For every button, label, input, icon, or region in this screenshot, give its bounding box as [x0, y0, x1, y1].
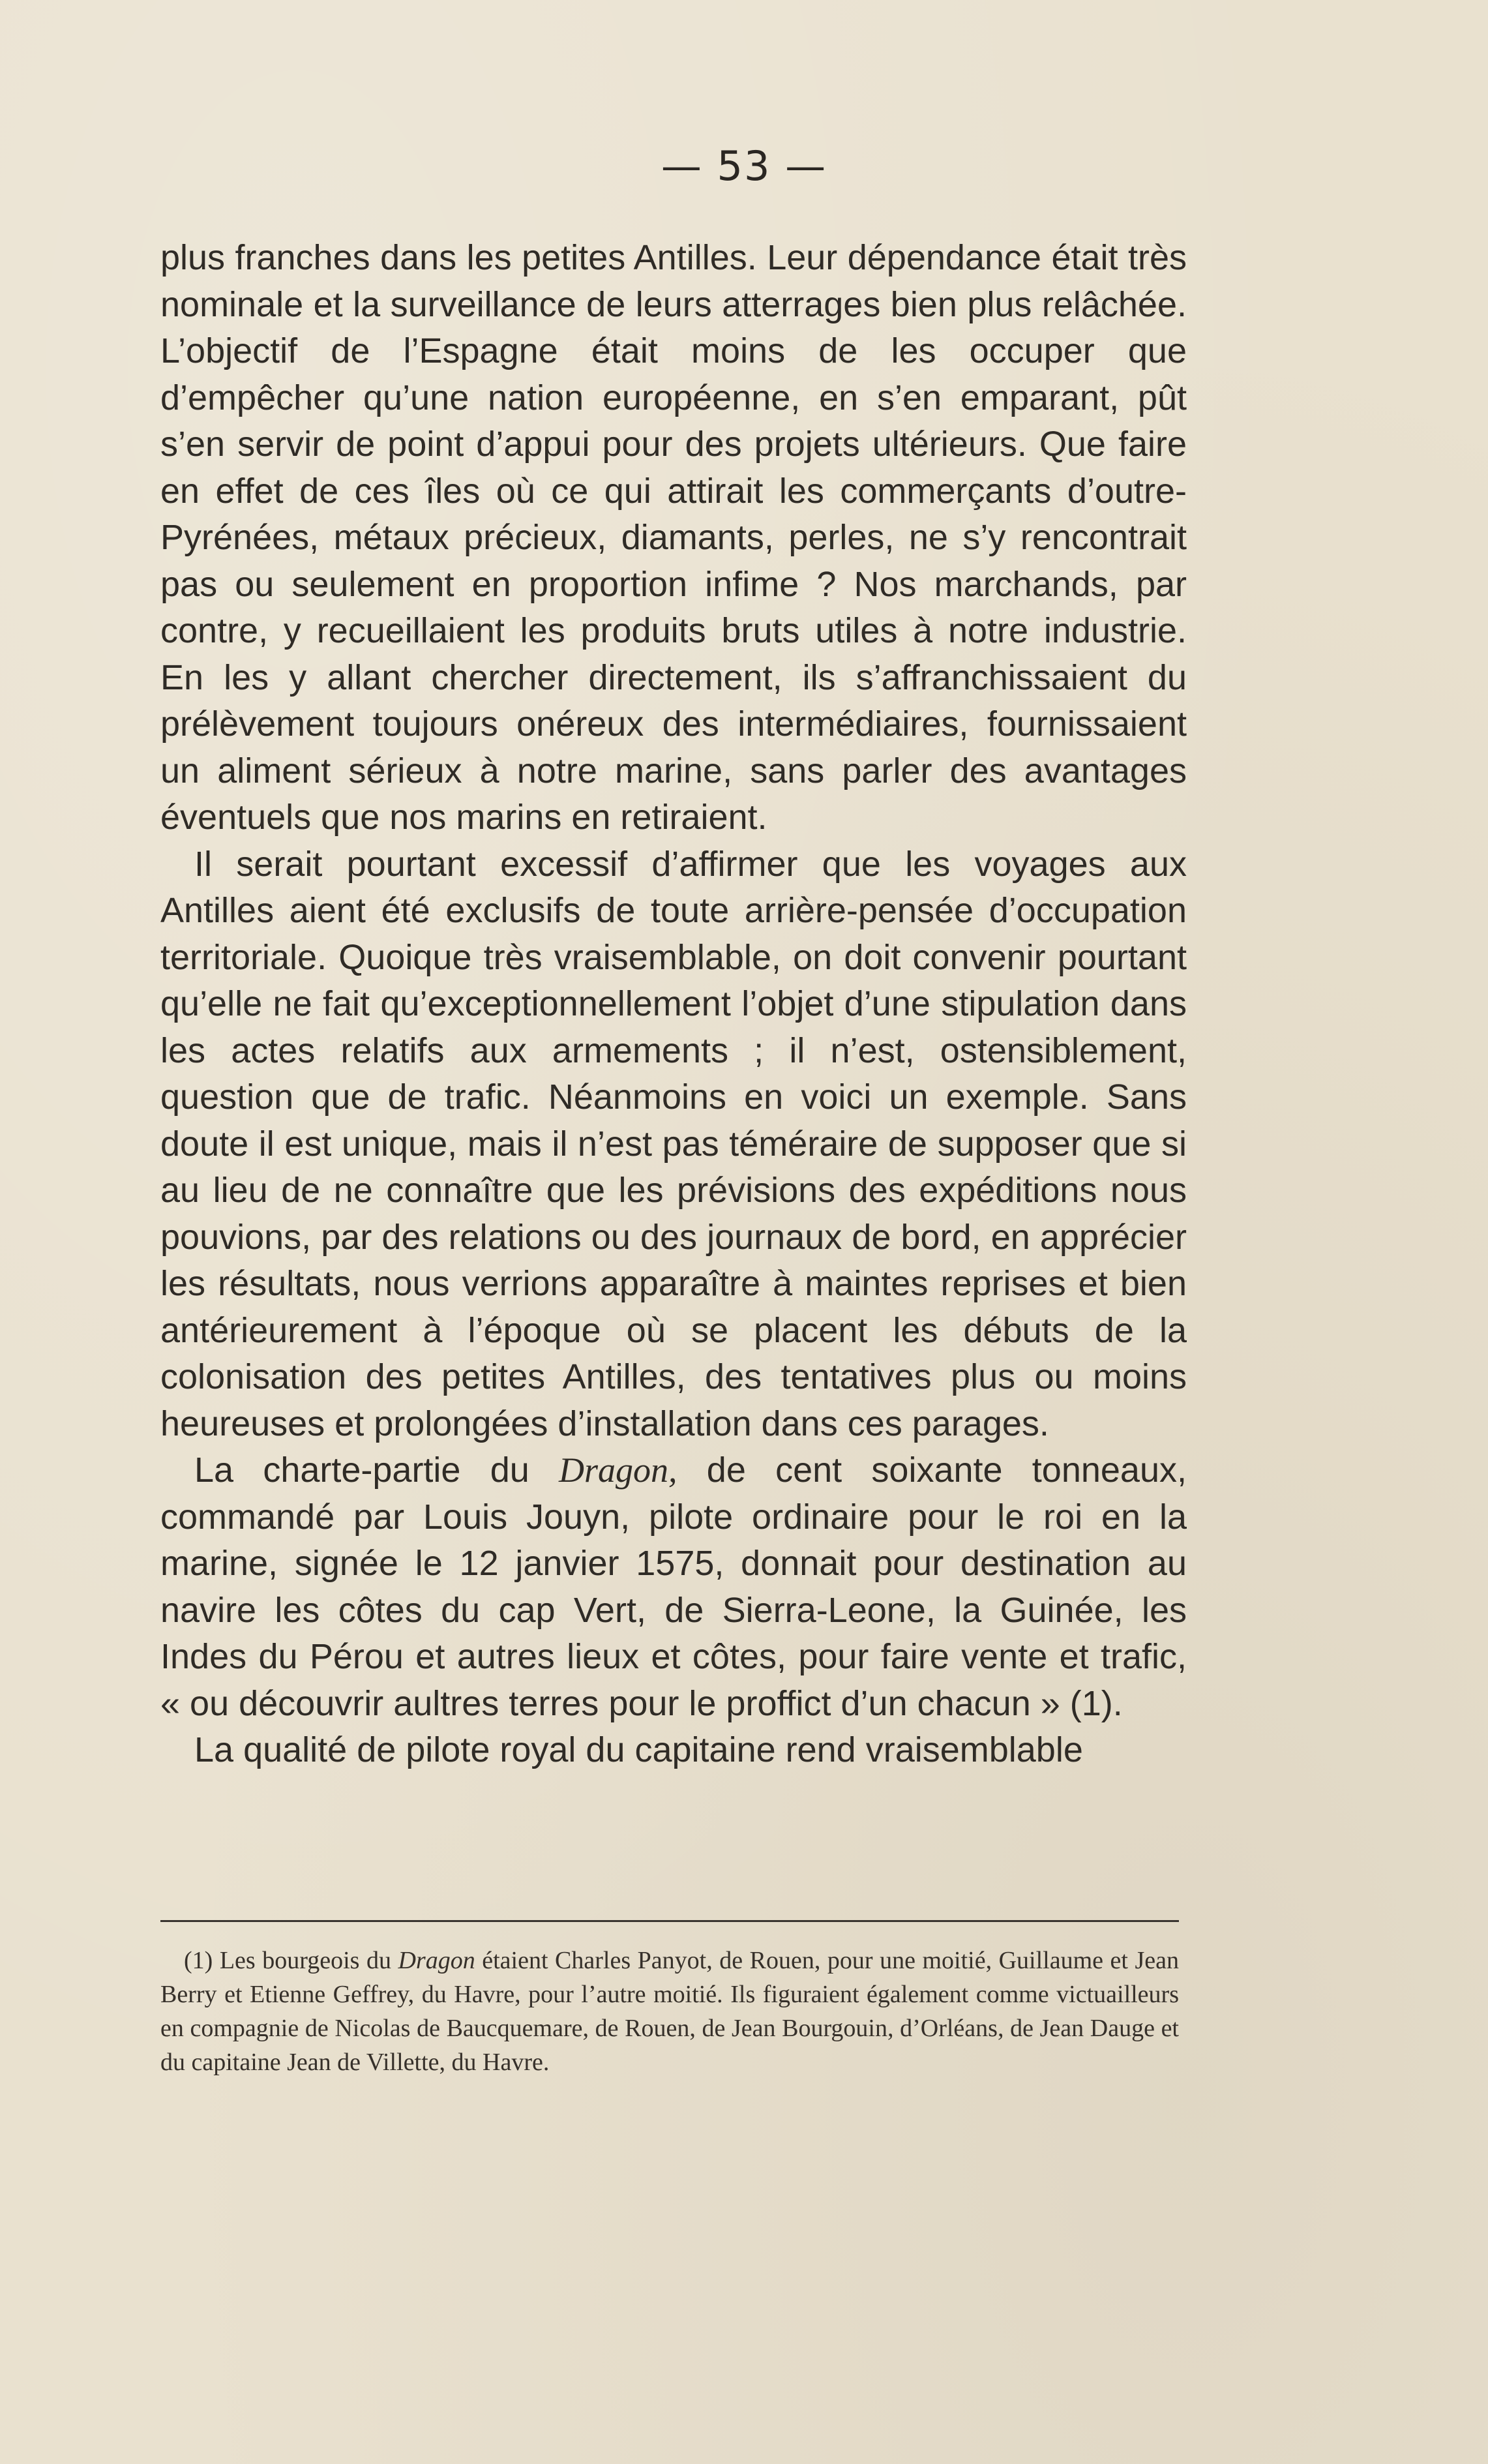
paragraph-1: plus franches dans les petites Antilles. Leur dépendance était très nominale et la surveillance de leurs atterrages bien plus relâchée. L’objectif de l’Espagne était moins de les occuper que d’empêcher qu’une nation européenne, en s’en emparant, pût s’en servir de point d’appui pour des projets ultérieurs. Que faire en effet de ces îles où ce qui attirait les commerçants d’outre-Pyrénées, métaux précieux, diamants, perles, ne s’y rencontrait pas ou seulement en proportion infime ? Nos marchands, par contre, y recueillaient les produits bruts utiles à notre industrie. En les y allant chercher directement, ils s’affranchissaient du prélèvement toujours onéreux des intermédiaires, fournissaient un aliment sérieux à notre marine, sans parler des avantages éventuels que nos marins en retiraient.	[160, 238, 1187, 837]
footnote	[160, 1944, 1179, 2079]
footnote-divider	[160, 1920, 1179, 1922]
main-text	[160, 235, 1187, 1774]
paragraph-3-intro: La charte-partie du	[194, 1450, 559, 1490]
footnote-intro: (1) Les bourgeois du	[184, 1947, 398, 1974]
paragraph-3	[160, 1447, 1187, 1727]
ship-name: Dragon,	[559, 1450, 677, 1490]
footnote-rest: étaient Charles Panyot, de Rouen, pour une moitié, Guillaume et Jean Berry et Etienne Geffrey, du Havre, pour l’autre moitié. Ils figuraient également comme victuailleurs en compagnie de Nicolas de Baucquemare, de Rouen, de Jean Bourgouin, d’Orléans, de Jean Dauge et du capitaine Jean de Villette, du Havre.	[160, 1947, 1180, 2076]
page-number: — 53 —	[661, 142, 827, 190]
paragraph-3-rest: de cent soixante tonneaux, commandé par Louis Jouyn, pilote ordinaire pour le roi en la marine, signée le 12 janvier 1575, donnait pour destination au navire les côtes du cap Vert, de Sierra-Leone, la Guinée, les Indes du Pérou et autres lieux et côtes, pour faire vente et trafic, « ou découvrir aultres terres pour le proffict d’un chacun » (1).	[160, 1450, 1187, 1723]
paragraph-2: Il serait pourtant excessif d’affirmer que les voyages aux Antilles aient été exclusifs de toute arrière-pensée d’occupation territoriale. Quoique très vraisemblable, on doit convenir pourtant qu’elle ne fait qu’exceptionnellement l’objet d’une stipulation dans les actes relatifs aux armements ; il n’est, ostensiblement, question que de trafic. Néanmoins en voici un exemple. Sans doute il est unique, mais il n’est pas téméraire de supposer que si au lieu de ne connaître que les prévisions des expéditions nous pouvions, par des relations ou des journaux de bord, en apprécier les résultats, nous verrions apparaître à maintes reprises et bien antérieurement à l’époque où se placent les débuts de la colonisation des petites Antilles, des tentatives plus ou moins heureuses et prolongées d’installation dans ces parages.	[160, 844, 1187, 1443]
footnote-ship-name: Dragon	[398, 1947, 475, 1974]
paragraph-4: La qualité de pilote royal du capitaine rend vraisemblable	[194, 1730, 1083, 1769]
